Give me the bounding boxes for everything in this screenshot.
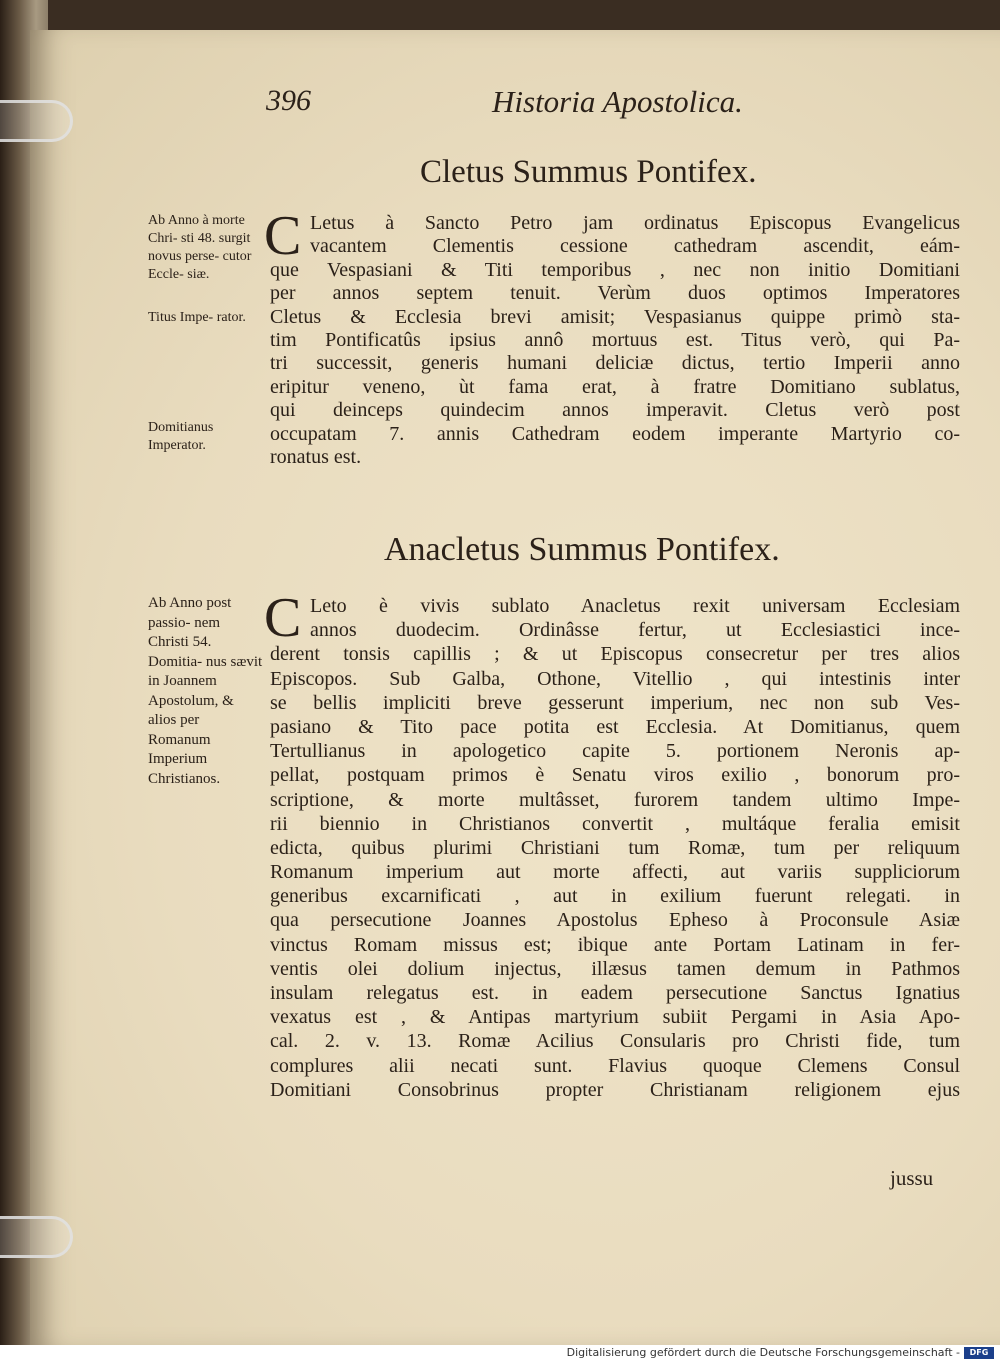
text-line: rii biennio in Christianos convertit , multáque feralia emisit (270, 812, 960, 835)
text-line: que Vespasiani & Titi temporibus , nec non initio Domitiani (270, 258, 960, 281)
text-line: per annos septem tenuit. Verùm duos optimos Imperatores (270, 282, 960, 305)
text-line: vexatus est , & Antipas martyrium subiit Pergami in Asia Apo- (270, 1006, 960, 1029)
dfg-logo: DFG (964, 1347, 994, 1359)
text-line: occupatam 7. annis Cathedram eodem imperante Martyrio co- (270, 422, 960, 445)
drop-cap: C (264, 587, 302, 649)
text-line: vinctus Romam missus est; ibique ante Portam Latinam in fer- (270, 933, 960, 956)
text-line: Romanum imperium aut morte affecti, aut variis suppliciorum (270, 861, 960, 884)
margin-note-text: Ab Anno post passio- nem Christi 54. Domitia- nus sævit in Joannem Apostolum, & alios per Romanum Imperium Christianos. (148, 595, 263, 787)
text-line: Domitiani Consobrinus propter Christianam religionem ejus (270, 1078, 960, 1101)
catchword: jussu (890, 1166, 934, 1190)
funding-credit: Digitalisierung gefördert durch die Deutsche Forschungsgemeinschaft - (566, 1346, 960, 1359)
text-line: eripitur veneno, ùt fama erat, à fratre Domitiano sublatus, (270, 375, 960, 398)
margin-note (148, 594, 264, 789)
drop-cap: C (264, 205, 302, 267)
text-line: Tertullianus in apologetico capite 5. portionem Neronis ap- (270, 740, 960, 763)
text-line: Letus à Sancto Petro jam ordinatus Episcopus Evangelicus (310, 212, 960, 234)
margin-note (148, 419, 264, 455)
text-line: qua persecutione Joannes Apostolus Epheso à Proconsule Asiæ (270, 909, 960, 932)
text-line: Leto è vivis sublato Anacletus rexit universam Ecclesiam (310, 595, 960, 617)
running-title: Historia Apostolica. (492, 84, 743, 119)
page-header (0, 84, 1000, 124)
section-heading-anacletus: Anacletus Summus Pontifex. (384, 531, 780, 568)
text-line: se bellis impliciti breve gesserunt imperium, nec non sub Ves- (270, 691, 960, 714)
text-line: vacantem Clementis cessione cathedram ascendit, eám- (310, 235, 960, 258)
text-line: annos duodecim. Ordinâsse fertur, ut Ecclesiastici ince- (310, 619, 960, 642)
text-line: Cletus & Ecclesia brevi amisit; Vespasianus quippe primò sta- (270, 305, 960, 328)
text-line: pasiano & Tito pace potita est Ecclesia. At Domitianus, quem (270, 715, 960, 738)
page-clip-bottom (0, 1216, 73, 1258)
margin-note-text: Titus Impe- rator. (148, 310, 246, 325)
text-line: derent tonsis capillis ; & ut Episcopus consecretur per tres alios (270, 643, 960, 666)
text-line: generibus excarnificati , aut in exilium fuerunt relegati. in (270, 885, 960, 908)
text-line: tim Pontificatûs ipsius annô mortuus est. Titus verò, qui Pa- (270, 328, 960, 351)
text-line: ronatus est. (270, 445, 362, 468)
section-body-anacletus (264, 587, 960, 1102)
text-line: insulam relegatus est. in eadem persecutione Sanctus Ignatius (270, 982, 960, 1004)
text-line: scriptione, & morte multâsset, furorem tandem ultimo Impe- (270, 788, 960, 811)
margin-note-text: Domitianus Imperator. (148, 420, 214, 453)
text-line: edicta, quibus plurimi Christiani tum Romæ, tum per reliquum (270, 836, 960, 859)
margin-note (148, 309, 264, 327)
text-line: tri successit, generis humani deliciæ dictus, tertio Imperii anno (270, 352, 960, 375)
page-number: 396 (266, 84, 311, 117)
text-line: complures alii necati sunt. Flavius quoque Clemens Consul (270, 1054, 960, 1077)
text-line: Episcopos. Sub Galba, Othone, Vitellio , qui intestinis inter (270, 667, 960, 690)
text-line: cal. 2. v. 13. Romæ Acilius Consularis pro Christi fide, tum (270, 1030, 960, 1053)
digitization-footer (0, 1345, 1000, 1362)
section-heading-cletus: Cletus Summus Pontifex. (420, 154, 757, 190)
text-line: ventis olei dolium injectus, illæsus tamen demum in Pathmos (270, 957, 960, 980)
margin-note-text: Ab Anno à morte Chri- sti 48. surgit novus perse- cutor Eccle- siæ. (148, 213, 252, 282)
section-body-cletus (264, 205, 960, 469)
margin-note (148, 212, 264, 284)
text-line: qui deinceps quindecim annos imperavit. Cletus verò post (270, 399, 960, 422)
text-line: pellat, postquam primos è Senatu viros exilio , bonorum pro- (270, 764, 960, 787)
